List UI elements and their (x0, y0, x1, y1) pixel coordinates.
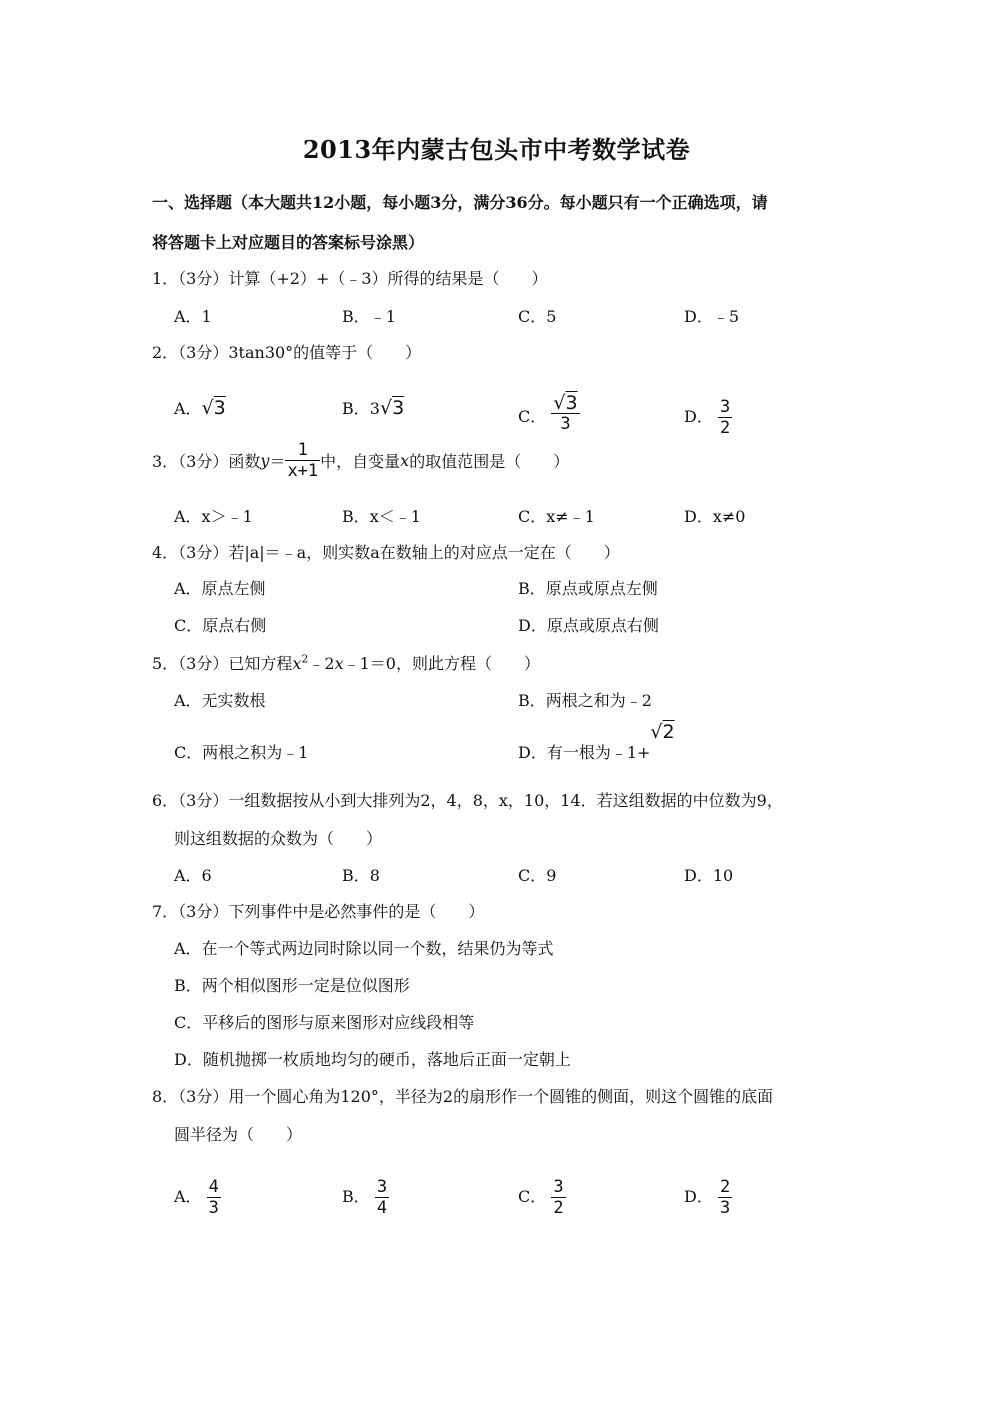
question-6-stem-line2: 则这组数据的众数为（ ） (174, 829, 383, 848)
fraction (375, 1177, 389, 1218)
fraction (551, 393, 579, 434)
stem-text: 5．（3分）已知方程 (152, 654, 293, 673)
fraction-numerator: 3 (719, 397, 731, 417)
fraction-numerator: 3 (553, 1177, 564, 1197)
question-2-option-c[interactable] (518, 374, 580, 434)
fraction-denominator: 4 (376, 1198, 388, 1218)
option-label: C． (518, 407, 547, 426)
stem-text: 3．（3分）函数 (152, 452, 261, 471)
question-8-option-c[interactable] (518, 1156, 566, 1218)
question-6-option-d[interactable]: D．10 (684, 866, 734, 885)
fraction-denominator: 3 (560, 414, 571, 434)
function-fraction (285, 440, 320, 481)
fraction-denominator: 2 (553, 1198, 564, 1218)
section-heading-line1: 一、选择题（本大题共12小题，每小题3分，满分36分。每小题只有一个正确选项，请 (152, 193, 768, 212)
question-7-option-b[interactable]: B．两个相似图形一定是位似图形 (174, 976, 410, 995)
fraction-numerator: 1 (285, 440, 320, 461)
question-5-option-c[interactable]: C．两根之积为﹣1 (174, 743, 309, 762)
fraction-numerator: √3 (553, 392, 578, 414)
question-8-stem-line2: 圆半径为（ ） (174, 1125, 303, 1144)
question-2-option-d[interactable] (684, 374, 732, 438)
question-3-option-c[interactable]: C．x≠﹣1 (518, 507, 595, 526)
question-8-option-d[interactable] (684, 1156, 732, 1218)
question-8-stem-line1: 8．（3分）用一个圆心角为120°，半径为2的扇形作一个圆锥的侧面，则这个圆锥的底面 (152, 1087, 774, 1106)
question-4-stem: 4．（3分）若|a|＝﹣a，则实数a在数轴上的对应点一定在（ ） (152, 543, 620, 562)
question-5-option-d[interactable] (518, 721, 675, 763)
option-text: D．有一根为﹣1+ (518, 743, 651, 762)
var-x: x (400, 451, 410, 470)
question-1-option-c[interactable]: C．5 (518, 307, 557, 326)
fraction-numerator: 3 (376, 1177, 388, 1197)
question-8-option-b[interactable] (342, 1156, 389, 1218)
question-6-option-c[interactable]: C．9 (518, 866, 557, 885)
question-1-option-b[interactable]: B．﹣1 (342, 307, 396, 326)
section-heading-line2: 将答题卡上对应题目的答案标号涂黑） (152, 233, 425, 252)
fraction (207, 1177, 221, 1218)
equals: ＝ (269, 452, 286, 471)
stem-text: ﹣2 (308, 654, 335, 673)
fraction-denominator: x+1 (287, 461, 319, 481)
question-5-option-a[interactable]: A．无实数根 (174, 691, 266, 710)
option-label: C． (518, 1187, 547, 1206)
option-label: A． (174, 1187, 202, 1206)
fraction (718, 397, 732, 438)
fraction-denominator: 3 (208, 1198, 219, 1218)
var-x: x (292, 654, 302, 673)
question-6-option-a[interactable]: A．6 (174, 866, 212, 885)
stem-text: 的取值范围是（ ） (409, 452, 570, 471)
question-7-stem: 7．（3分）下列事件中是必然事件的是（ ） (152, 902, 485, 921)
sqrt-symbol: √2 (650, 721, 675, 743)
option-label: D． (684, 1187, 713, 1206)
radicand: 3 (392, 397, 405, 419)
fraction (718, 1177, 732, 1218)
page-title: 2013年内蒙古包头市中考数学试卷 (302, 135, 691, 164)
question-3-option-b[interactable]: B．x＜﹣1 (342, 507, 421, 526)
question-1-option-d[interactable]: D．﹣5 (684, 307, 740, 326)
fraction-denominator: 3 (719, 1198, 731, 1218)
stem-text: 中，自变量 (320, 452, 401, 471)
question-7-option-a[interactable]: A．在一个等式两边同时除以同一个数，结果仍为等式 (174, 939, 554, 958)
option-label: B． (342, 399, 370, 418)
exponent: 2 (301, 652, 309, 666)
fraction-denominator: 2 (719, 418, 731, 438)
question-2-stem: 2．（3分）3tan30°的值等于（ ） (152, 343, 422, 362)
question-1-stem: 1．（3分）计算（+2）+（﹣3）所得的结果是（ ） (152, 269, 548, 288)
stem-text: ﹣1＝0，则此方程（ ） (343, 654, 540, 673)
question-1-option-a[interactable]: A．1 (174, 307, 212, 326)
question-2-option-b[interactable] (342, 396, 404, 419)
radicand: 3 (213, 397, 226, 419)
question-5-option-b[interactable]: B．两根之和为﹣2 (518, 691, 652, 710)
question-3-option-a[interactable]: A．x＞﹣1 (174, 507, 253, 526)
fraction-numerator: 2 (719, 1177, 731, 1197)
question-7-option-d[interactable]: D．随机抛掷一枚质地均匀的硬币，落地后正面一定朝上 (174, 1050, 571, 1069)
question-4-option-a[interactable]: A．原点左侧 (174, 579, 266, 598)
option-label: B． (342, 1187, 370, 1206)
question-4-option-c[interactable]: C．原点右侧 (174, 616, 267, 635)
question-6-stem-line1: 6．（3分）一组数据按从小到大排列为2，4，8，x，10，14．若这组数据的中位数为9， (152, 791, 783, 810)
question-2-option-a[interactable] (174, 396, 226, 419)
question-5-stem (152, 651, 540, 674)
question-7-option-c[interactable]: C．平移后的图形与原来图形对应线段相等 (174, 1013, 475, 1032)
coefficient: 3 (369, 399, 380, 418)
radicand: 2 (662, 721, 675, 743)
question-3-stem (152, 440, 569, 481)
option-label: D． (684, 407, 713, 426)
var-x: x (334, 654, 344, 673)
sqrt-symbol: √3 (379, 397, 405, 419)
question-4-option-d[interactable]: D．原点或原点右侧 (518, 616, 659, 635)
question-8-option-a[interactable] (174, 1156, 221, 1218)
var-y: y (260, 451, 270, 470)
fraction-numerator: 4 (208, 1177, 219, 1197)
radicand: 3 (565, 392, 578, 414)
sqrt-symbol: √3 (201, 397, 226, 419)
option-label: A． (174, 399, 202, 418)
fraction (551, 1177, 565, 1218)
question-4-option-b[interactable]: B．原点或原点左侧 (518, 579, 658, 598)
question-3-option-d[interactable]: D．x≠0 (684, 507, 746, 526)
question-6-option-b[interactable]: B．8 (342, 866, 380, 885)
